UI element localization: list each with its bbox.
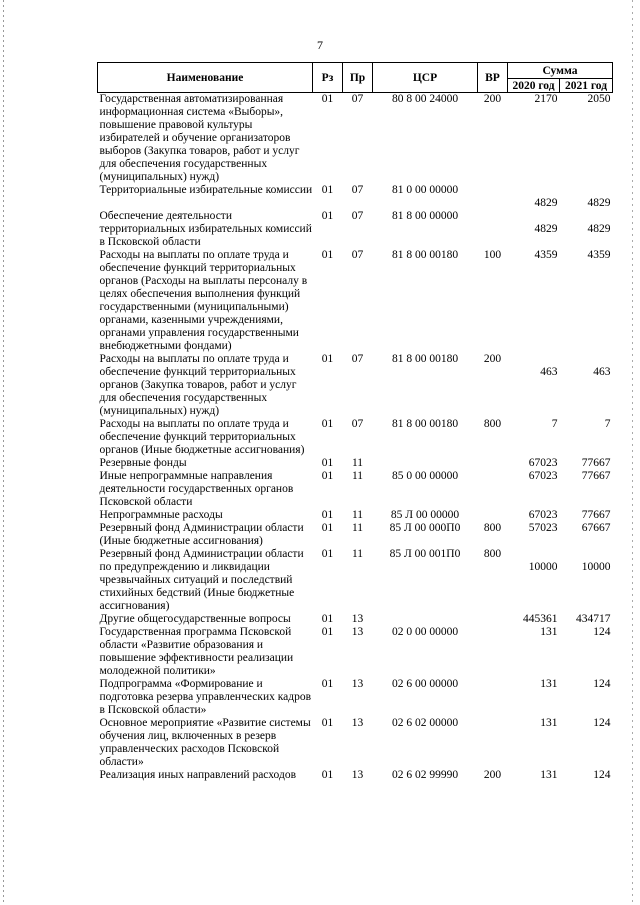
row-rz: 01 — [321, 93, 334, 105]
row-rz: 01 — [321, 210, 334, 222]
row-name: Реализация иных направлений расходов — [99, 769, 297, 781]
row-name: Иные непрограммные направления деятельности государственных органов Псковской области — [99, 470, 294, 508]
row-2021: 463 — [593, 366, 611, 378]
row-csr: 85 Л 00 000П0 — [389, 522, 461, 534]
row-pr: 07 — [351, 353, 364, 365]
table-row — [98, 717, 613, 769]
row-vr — [478, 457, 508, 470]
row-name: Расходы на выплаты по оплате труда и обеспечение функций территориальных органов (Закупка товаров, работ и услуг для обеспечения государственных (муниципальных) нужд) — [99, 353, 297, 417]
row-pr: 11 — [351, 470, 364, 482]
row-rz: 01 — [321, 418, 334, 430]
budget-table — [97, 62, 613, 782]
header-sum: Сумма — [508, 63, 613, 79]
row-2021: 4829 — [587, 197, 611, 209]
row-pr: 07 — [351, 93, 364, 105]
row-2020: 10000 — [528, 561, 558, 573]
row-csr: 02 6 02 99990 — [391, 769, 459, 781]
row-vr: 800 — [483, 548, 502, 560]
row-csr: 85 Л 00 001П0 — [389, 548, 461, 560]
row-name: Другие общегосударственные вопросы — [99, 613, 291, 625]
row-vr: 100 — [483, 249, 502, 261]
row-2021: 77667 — [581, 509, 611, 521]
row-name: Государственная программа Псковской области «Развитие образования и повышение эффективности реализации молодежной политики» — [99, 626, 294, 677]
header-name: Наименование — [98, 63, 313, 93]
row-csr: 85 0 00 00000 — [391, 470, 459, 482]
row-vr — [478, 626, 508, 678]
scan-edge-right — [632, 0, 633, 905]
row-vr — [478, 210, 508, 249]
table-row — [98, 678, 613, 717]
row-rz: 01 — [321, 548, 334, 560]
page-number: 7 — [317, 38, 323, 52]
table-row — [98, 353, 613, 418]
row-2021: 4359 — [587, 249, 611, 261]
row-2021: 77667 — [581, 470, 611, 482]
row-vr: 800 — [483, 418, 502, 430]
row-name: Расходы на выплаты по оплате труда и обеспечение функций территориальных органов (Иные бюджетные ассигнования) — [99, 418, 305, 456]
row-2020: 131 — [540, 717, 558, 729]
row-pr: 11 — [351, 509, 364, 521]
row-vr — [478, 717, 508, 769]
row-name: Подпрограмма «Формирование и подготовка резерва управленческих кадров в Псковской области» — [99, 678, 312, 716]
row-vr — [478, 678, 508, 717]
row-csr — [373, 457, 478, 470]
row-pr: 13 — [351, 613, 364, 625]
table-row — [98, 626, 613, 678]
row-vr: 200 — [483, 353, 502, 365]
header-vr: ВР — [478, 63, 508, 93]
row-2021: 4829 — [587, 223, 611, 235]
row-csr: 02 6 02 00000 — [391, 717, 459, 729]
row-csr: 80 8 00 24000 — [391, 93, 459, 105]
row-pr: 11 — [351, 522, 364, 534]
row-2020: 4829 — [534, 197, 558, 209]
row-vr: 200 — [483, 769, 502, 781]
row-csr: 85 Л 00 00000 — [390, 509, 460, 521]
table-row — [98, 548, 613, 613]
table-row — [98, 509, 613, 522]
row-2020: 57023 — [528, 522, 558, 534]
row-2020: 4359 — [534, 249, 558, 261]
row-name: Обеспечение деятельности территориальных избирательных комиссий в Псковской области — [99, 210, 312, 248]
scan-edge-left — [3, 0, 4, 905]
table-body — [98, 93, 613, 783]
row-csr — [373, 613, 478, 626]
row-rz: 01 — [321, 626, 334, 638]
row-pr: 13 — [351, 769, 364, 781]
row-vr — [478, 509, 508, 522]
row-2020: 67023 — [528, 509, 558, 521]
row-2021: 124 — [593, 769, 611, 781]
row-2020: 463 — [540, 366, 558, 378]
row-csr: 81 8 00 00180 — [391, 249, 459, 261]
row-2021: 124 — [593, 717, 611, 729]
row-vr: 200 — [483, 93, 502, 105]
row-vr — [478, 184, 508, 210]
row-2021: 124 — [593, 678, 611, 690]
row-2021: 2050 — [587, 93, 611, 105]
row-rz: 01 — [321, 353, 334, 365]
row-2020: 131 — [540, 769, 558, 781]
table-row — [98, 457, 613, 470]
row-2020: 445361 — [523, 613, 558, 625]
row-pr: 13 — [351, 626, 364, 638]
row-2021: 124 — [593, 626, 611, 638]
row-2021: 10000 — [581, 561, 611, 573]
row-2020: 7 — [551, 418, 558, 430]
row-vr: 800 — [483, 522, 502, 534]
row-csr: 81 8 00 00180 — [391, 353, 459, 365]
header-2021: 2021 год — [560, 79, 613, 93]
table-row — [98, 613, 613, 626]
row-2020: 131 — [540, 678, 558, 690]
row-rz: 01 — [321, 249, 334, 261]
row-pr: 07 — [351, 210, 364, 222]
row-pr: 11 — [351, 457, 364, 469]
row-2020: 4829 — [534, 223, 558, 235]
table-row — [98, 418, 613, 457]
row-pr: 07 — [351, 184, 364, 196]
row-csr: 81 0 00 00000 — [391, 184, 459, 196]
row-rz: 01 — [321, 717, 334, 729]
row-2021: 7 — [604, 418, 611, 430]
table-row — [98, 249, 613, 353]
row-csr: 81 8 00 00000 — [391, 210, 459, 222]
row-name: Территориальные избирательные комиссии — [99, 184, 313, 196]
table-row — [98, 93, 613, 185]
row-rz: 01 — [321, 522, 334, 534]
table-row — [98, 522, 613, 548]
row-pr: 11 — [351, 548, 364, 560]
row-csr: 02 0 00 00000 — [391, 626, 459, 638]
header-rz: Рз — [313, 63, 343, 93]
header-pr: Пр — [343, 63, 373, 93]
row-rz: 01 — [321, 613, 334, 625]
row-2021: 67667 — [581, 522, 611, 534]
row-name: Резервные фонды — [99, 457, 187, 469]
row-csr: 02 6 00 00000 — [391, 678, 459, 690]
row-vr — [478, 613, 508, 626]
table-header — [98, 63, 613, 93]
table-row — [98, 184, 613, 210]
row-name: Основное мероприятие «Развитие системы обучения лиц, включенных в резерв управленческих расходов Псковской области» — [99, 717, 311, 768]
header-csr: ЦСР — [373, 63, 478, 93]
row-rz: 01 — [321, 769, 334, 781]
row-2020: 67023 — [528, 470, 558, 482]
table-row — [98, 210, 613, 249]
row-2021: 77667 — [581, 457, 611, 469]
row-name: Расходы на выплаты по оплате труда и обеспечение функций территориальных органов (Расходы на выплаты персоналу в целях обеспечения выполнения функций государственными (муниципальными) органами, казенными учреждениями, органами управления государственными внебюджетными фондами) — [99, 249, 308, 352]
row-2021: 434717 — [576, 613, 611, 625]
row-2020: 131 — [540, 626, 558, 638]
row-pr: 07 — [351, 418, 364, 430]
row-pr: 07 — [351, 249, 364, 261]
row-rz: 01 — [321, 457, 334, 469]
table-row — [98, 769, 613, 782]
row-pr: 13 — [351, 717, 364, 729]
row-rz: 01 — [321, 470, 334, 482]
row-rz: 01 — [321, 678, 334, 690]
row-name: Государственная автоматизированная информационная система «Выборы», повышение правовой культуры избирателей и обучение организаторов выборов (Закупка товаров, работ и услуг для обеспечения государственных (муниципальных) нужд) — [99, 93, 300, 183]
row-rz: 01 — [321, 509, 334, 521]
row-vr — [478, 470, 508, 509]
row-rz: 01 — [321, 184, 334, 196]
row-name: Непрограммные расходы — [99, 509, 223, 521]
row-pr: 13 — [351, 678, 364, 690]
table-row — [98, 470, 613, 509]
header-2020: 2020 год — [508, 79, 560, 93]
row-name: Резервный фонд Администрации области (Иные бюджетные ассигнования) — [99, 522, 304, 547]
row-2020: 67023 — [528, 457, 558, 469]
row-name: Резервный фонд Администрации области по предупреждению и ликвидации чрезвычайных ситуаций и последствий стихийных бедствий (Иные бюджетные ассигнования) — [99, 548, 304, 612]
row-csr: 81 8 00 00180 — [391, 418, 459, 430]
row-2020: 2170 — [534, 93, 558, 105]
